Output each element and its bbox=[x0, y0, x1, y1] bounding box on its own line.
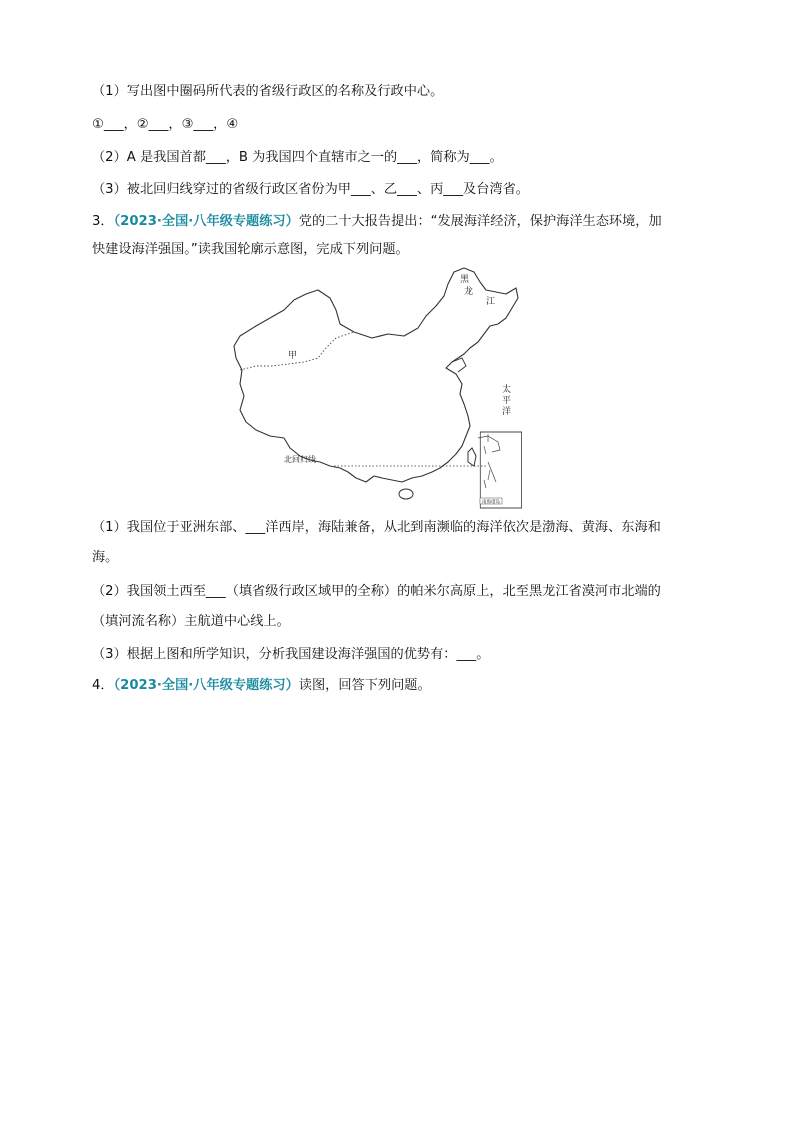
q3-stem-1: 党的二十大报告提出：“发展海洋经济，保护海洋生态环境，加 bbox=[298, 214, 662, 229]
china-outline-map bbox=[226, 266, 522, 510]
taiwan-island bbox=[468, 448, 476, 466]
q4-stem-line bbox=[92, 676, 698, 696]
q3-sub1-a: （1）我国位于亚洲东部、___洋西岸，海陆兼备，从北到南濒临的海洋依次是渤海、黄海、东海和 bbox=[92, 520, 661, 535]
china-outline-svg bbox=[226, 266, 522, 510]
inset-coast bbox=[478, 436, 500, 488]
label-tropic: 北回归线 bbox=[284, 455, 316, 464]
q4-stem: 读图，回答下列问题。 bbox=[298, 678, 431, 693]
label-heilongjiang-1: 黑 bbox=[460, 275, 470, 285]
label-heilongjiang-3: 江 bbox=[486, 297, 496, 307]
q3-source: （2023·全国·八年级专题练习） bbox=[113, 214, 299, 229]
q2-sub1-blanks: ①___，②___，③___，④ bbox=[92, 117, 239, 132]
q3-sub3: （3）根据上图和所学知识，分析我国建设海洋强国的优势有：___。 bbox=[92, 647, 490, 662]
china-border-outline bbox=[234, 268, 518, 482]
q2-sub2: （2）A 是我国首都___，B 为我国四个直辖市之一的___，简称为___。 bbox=[92, 150, 503, 165]
label-heilongjiang-2: 龙 bbox=[464, 287, 474, 297]
label-jia: 甲 bbox=[288, 351, 298, 361]
q3-sub2-a: （2）我国领土西至___（填省级行政区域甲的全称）的帕米尔高原上，北至黑龙江省漠河市北端的 bbox=[92, 584, 661, 599]
q4-source: （2023·全国·八年级专题练习） bbox=[113, 678, 299, 693]
q3-stem-line1 bbox=[92, 212, 698, 232]
q2-sub1: （1）写出图中圈码所代表的省级行政区的名称及行政中心。 bbox=[92, 84, 444, 99]
q4-number: 4． bbox=[92, 678, 114, 693]
inset-caption: 南海诸岛 bbox=[482, 500, 500, 505]
q3-number: 3． bbox=[92, 214, 114, 229]
q3-sub1-b: 海。 bbox=[92, 550, 119, 565]
q3-sub2-b: （填河流名称）主航道中心线上。 bbox=[92, 614, 290, 629]
q3-stem-line2: 快建设海洋强国。”读我国轮廓示意图，完成下列问题。 bbox=[92, 242, 409, 257]
hainan-island bbox=[399, 489, 413, 499]
label-pacific-3: 洋 bbox=[502, 407, 512, 417]
q2-sub3: （3）被北回归线穿过的省级行政区省份为甲___、乙___、丙___及台湾省。 bbox=[92, 182, 529, 197]
label-pacific-2: 平 bbox=[502, 396, 512, 406]
south-china-sea-inset bbox=[480, 432, 521, 508]
label-pacific-1: 太 bbox=[502, 385, 512, 395]
ocean-shore-marks bbox=[484, 434, 490, 480]
